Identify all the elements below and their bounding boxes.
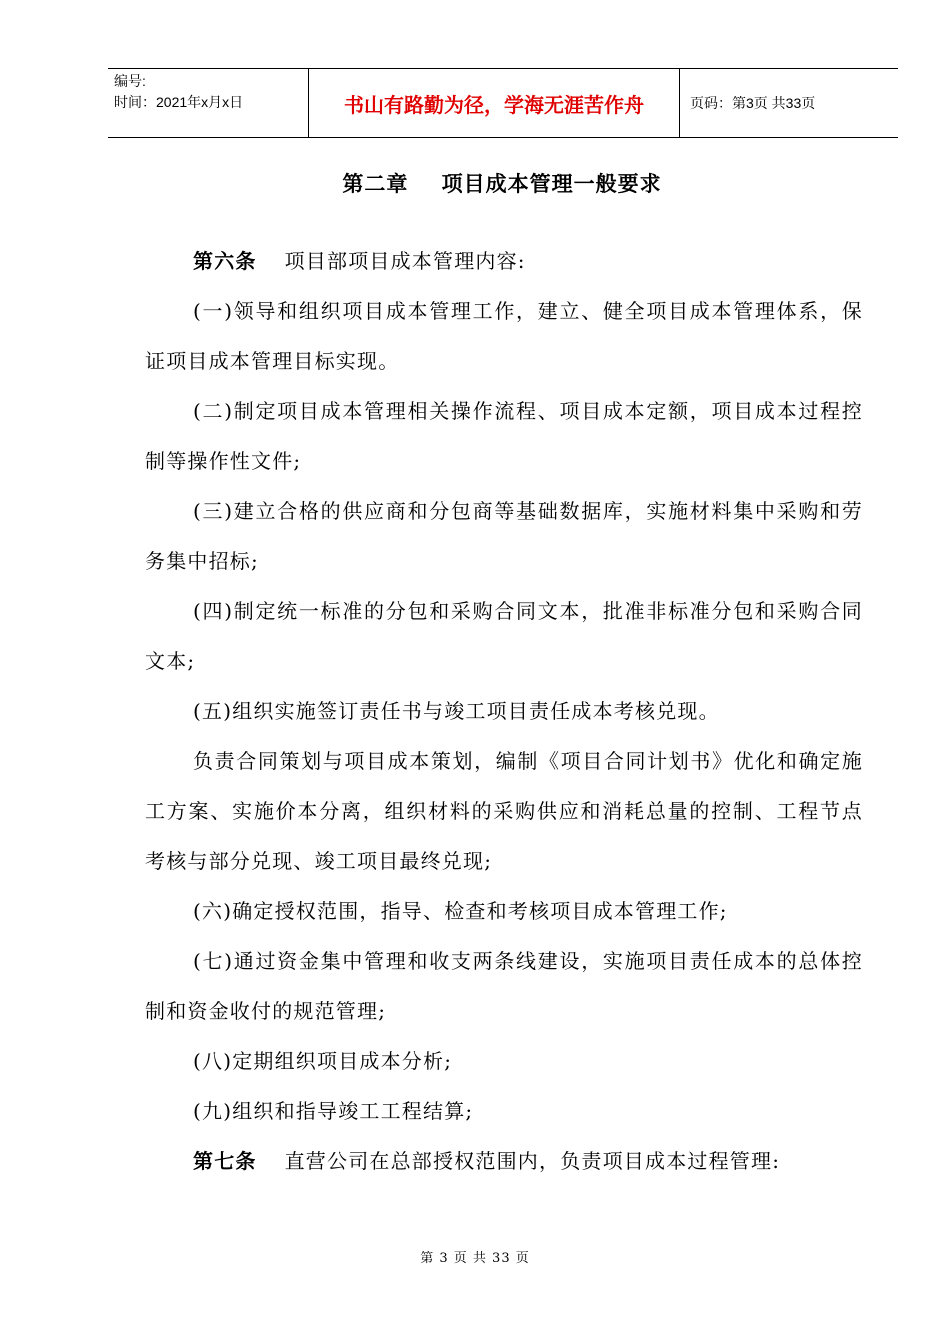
document-header <box>108 68 898 138</box>
item-paragraph: (八)定期组织项目成本分析; <box>193 1049 453 1073</box>
article-label: 第六条 <box>193 249 257 273</box>
item-paragraph: (九)组织和指导竣工工程结算; <box>193 1099 474 1123</box>
article-6 <box>145 236 863 286</box>
chapter-title: 第二章 项目成本管理一般要求 <box>342 172 662 196</box>
article-text: 项目部项目成本管理内容: <box>284 249 526 273</box>
item-paragraph: (六)确定授权范围，指导、检查和考核项目成本管理工作; <box>193 899 728 923</box>
time-text: 时间：2021年x月x日 <box>114 94 244 110</box>
item-paragraph: (五)组织实施签订责任书与竣工项目责任成本考核兑现。 <box>193 699 720 723</box>
article-7 <box>145 1136 863 1186</box>
article-label: 第七条 <box>193 1149 257 1173</box>
serial-label: 编号: <box>114 73 146 89</box>
item-paragraph: (一)领导和组织项目成本管理工作，建立、健全项目成本管理体系，保证项目成本管理目标实现。 <box>145 299 863 373</box>
article-text: 直营公司在总部授权范围内，负责项目成本过程管理: <box>284 1149 781 1173</box>
header-page-info: 页码：第3页 共33页 <box>690 95 816 111</box>
item-paragraph: 负责合同策划与项目成本策划，编制《项目合同计划书》优化和确定施工方案、实施价本分离，组织材料的采购供应和消耗总量的控制、工程节点考核与部分兑现、竣工项目最终兑现; <box>145 749 863 873</box>
item-paragraph: (二)制定项目成本管理相关操作流程、项目成本定额，项目成本过程控制等操作性文件; <box>145 399 863 473</box>
item-paragraph: (四)制定统一标准的分包和采购合同文本，批准非标准分包和采购合同文本; <box>145 599 863 673</box>
document-body <box>145 236 863 1186</box>
header-motto: 书山有路勤为径，学海无涯苦作舟 <box>308 69 680 137</box>
header-meta <box>108 69 308 137</box>
page-footer: 第 3 页 共 33 页 <box>420 1251 530 1266</box>
item-paragraph: (三)建立合格的供应商和分包商等基础数据库，实施材料集中采购和劳务集中招标; <box>145 499 863 573</box>
item-paragraph: (七)通过资金集中管理和收支两条线建设，实施项目责任成本的总体控制和资金收付的规范管理; <box>145 949 863 1023</box>
